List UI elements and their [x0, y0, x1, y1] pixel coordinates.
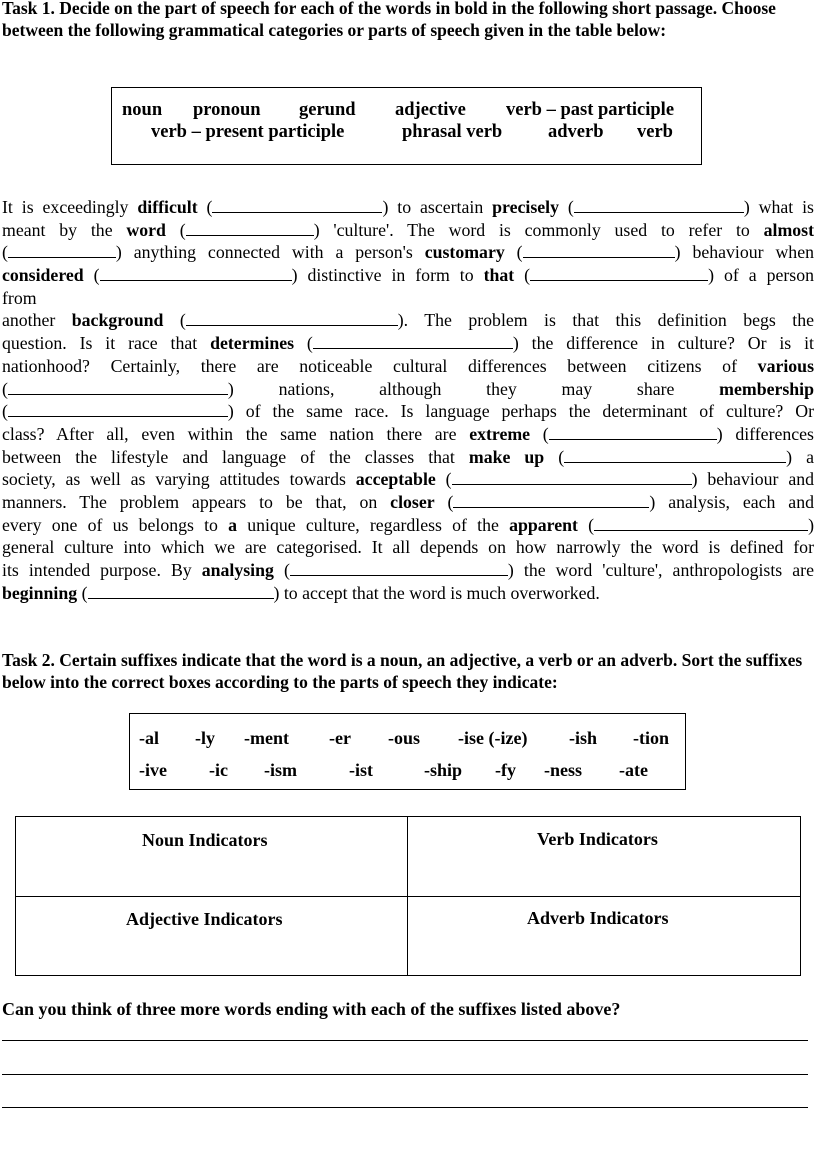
- passage-text: between the lifestyle and language of the classes that: [2, 446, 469, 467]
- passage-text: (: [558, 197, 574, 217]
- suffix-item: -ise (-ize): [458, 728, 528, 748]
- answer-blank[interactable]: [594, 515, 808, 531]
- passage-line: [2, 264, 814, 287]
- passage-text: ) the difference in culture? Or is it: [512, 333, 814, 354]
- category-item: pronoun: [193, 100, 261, 120]
- answer-blank[interactable]: [452, 469, 692, 485]
- passage-line: [2, 378, 814, 401]
- answer-line[interactable]: [2, 1107, 808, 1108]
- passage-text: from: [2, 287, 37, 308]
- answer-blank[interactable]: [574, 197, 744, 213]
- suffix-item: -ate: [619, 760, 648, 780]
- passage-text: every one of us belongs to: [2, 514, 229, 535]
- answer-blank[interactable]: [186, 310, 398, 326]
- suffix-box: [129, 713, 686, 790]
- passage-text: (: [530, 423, 549, 444]
- answer-blank[interactable]: [530, 265, 708, 281]
- passage-line: [2, 491, 814, 514]
- bold-word: that: [483, 265, 515, 286]
- bold-word: a: [228, 514, 238, 535]
- answer-line[interactable]: [2, 1074, 808, 1075]
- passage-text: its intended purpose. By: [2, 560, 202, 580]
- suffix-item: -ic: [209, 760, 228, 780]
- passage-line: [2, 582, 814, 605]
- passage-line: [2, 355, 814, 378]
- passage-text: ) 'culture'. The word is commonly used to refer to: [313, 219, 764, 240]
- passage-line: [2, 446, 814, 469]
- answer-blank[interactable]: [523, 242, 675, 258]
- suffix-item: -ness: [544, 760, 583, 780]
- passage-line: [2, 219, 814, 242]
- bold-word: membership: [719, 378, 814, 399]
- category-item: verb – past participle: [506, 100, 675, 120]
- suffix-item: -fy: [495, 760, 516, 780]
- passage-text: class? After all, even within the same nation there are: [2, 423, 470, 444]
- passage-text: society, as well as varying attitudes towards: [2, 469, 356, 490]
- bold-word: analysing: [201, 560, 274, 580]
- bold-word: almost: [763, 219, 814, 240]
- answer-blank[interactable]: [549, 424, 717, 440]
- answer-blank[interactable]: [453, 492, 649, 508]
- passage-text: ) of a person: [708, 265, 814, 286]
- category-item: adverb: [548, 122, 604, 142]
- passage-text: ) behaviour and: [691, 469, 814, 490]
- passage-text: (: [294, 333, 313, 354]
- task1-heading: Task 1. Decide on the part of speech for each of the words in bold in the following short passage. Choose between the following grammatical categories or parts of speech given in the table below:: [2, 0, 776, 40]
- passage-line: [2, 287, 814, 310]
- passage-text: general culture into which we are categorised. It all depends on how narrowly the word is defined for: [2, 537, 814, 558]
- task3-question: Can you think of three more words ending with each of the suffixes listed above?: [2, 999, 621, 1019]
- verb-indicators-label: Verb Indicators: [537, 829, 658, 849]
- suffix-item: -al: [139, 728, 159, 748]
- bold-word: acceptable: [355, 469, 436, 490]
- task2-heading: Task 2. Certain suffixes indicate that the word is a noun, an adjective, a verb or an adverb. Sort the suffixes below into the correct boxes according to the parts of speech they indicate:: [2, 650, 803, 692]
- adverb-indicators-label: Adverb Indicators: [527, 908, 669, 928]
- passage-line: [2, 309, 814, 332]
- grid-divider: [16, 896, 800, 897]
- passage-text: ) nations, although they may share: [227, 378, 720, 399]
- answer-line[interactable]: [2, 1040, 808, 1041]
- bold-word: beginning: [2, 582, 78, 603]
- answer-blank[interactable]: [8, 242, 116, 258]
- passage-line: [2, 514, 814, 537]
- passage-text: ). The problem is that this definition begs the: [397, 310, 814, 331]
- bold-word: considered: [2, 265, 84, 286]
- suffix-item: -ous: [388, 728, 421, 748]
- suffix-item: -ist: [349, 760, 373, 780]
- passage-text: meant by the: [2, 219, 127, 240]
- bold-word: extreme: [469, 423, 531, 444]
- passage-line: [2, 423, 814, 446]
- passage-text: ) of the same race. Is language perhaps the determinant of culture? Or: [227, 401, 814, 422]
- answer-blank[interactable]: [290, 560, 508, 576]
- passage-text: (: [197, 197, 213, 217]
- answer-blank[interactable]: [186, 220, 314, 236]
- categories-box: [111, 87, 702, 165]
- passage-text: ) analysis, each and: [649, 491, 814, 512]
- bold-word: determines: [210, 333, 295, 354]
- passage-text: (: [163, 310, 186, 331]
- answer-blank[interactable]: [564, 447, 786, 463]
- answer-blank[interactable]: [8, 379, 228, 395]
- suffix-item: -ive: [139, 760, 167, 780]
- category-item: phrasal verb: [402, 122, 503, 142]
- passage-text: another: [2, 310, 72, 331]
- passage-text: (: [544, 446, 565, 467]
- bold-word: closer: [390, 491, 435, 512]
- passage-line: [2, 559, 814, 582]
- passage-text: (: [2, 242, 8, 263]
- passage-text: ) differences: [716, 423, 814, 444]
- passage-text: It is exceedingly: [2, 197, 138, 217]
- passage-line: [2, 332, 814, 355]
- passage-text: (: [273, 560, 290, 580]
- passage-text: (: [504, 242, 523, 263]
- passage-text: ) to accept that the word is much overworked.: [273, 582, 600, 603]
- passage-text: manners. The problem appears to be that, on: [2, 491, 391, 512]
- bold-word: make up: [468, 446, 545, 467]
- suffix-item: -ly: [195, 728, 215, 748]
- passage-text: (: [435, 469, 452, 490]
- passage-line: [2, 468, 814, 491]
- bold-word: difficult: [137, 197, 198, 217]
- passage-line: [2, 196, 814, 219]
- adjective-indicators-label: Adjective Indicators: [126, 909, 283, 929]
- passage-text: unique culture, regardless of the: [237, 514, 510, 535]
- passage-text: nationhood? Certainly, there are noticeable cultural differences between citizens of: [2, 355, 758, 376]
- suffix-item: -ment: [244, 728, 289, 748]
- noun-indicators-label: Noun Indicators: [142, 830, 268, 850]
- answer-blank[interactable]: [88, 583, 274, 599]
- category-item: verb – present participle: [151, 122, 345, 142]
- passage-text: ) behaviour when: [674, 242, 814, 263]
- passage-text: ) a: [786, 446, 814, 467]
- suffix-item: -ship: [424, 760, 463, 780]
- passage-line: [2, 241, 814, 264]
- passage-text: ) what is: [743, 197, 814, 217]
- passage-text: ) to ascertain: [382, 197, 493, 217]
- passage-text: (: [514, 265, 531, 286]
- bold-word: word: [126, 219, 166, 240]
- passage-text: (: [165, 219, 186, 240]
- passage-text: (: [83, 265, 100, 286]
- category-item: verb: [637, 122, 673, 142]
- suffix-item: -er: [329, 728, 351, 748]
- category-item: adjective: [395, 100, 466, 120]
- passage-text: (: [77, 582, 88, 603]
- bold-word: background: [71, 310, 164, 331]
- indicator-grid: [15, 816, 801, 976]
- answer-blank[interactable]: [100, 265, 292, 281]
- passage-text: (: [2, 401, 8, 422]
- passage: [2, 196, 814, 604]
- category-item: gerund: [299, 100, 356, 120]
- passage-text: (: [577, 514, 595, 535]
- category-item: noun: [122, 100, 163, 120]
- passage-text: ): [808, 514, 814, 535]
- passage-text: (: [434, 491, 454, 512]
- suffix-item: -tion: [633, 728, 669, 748]
- bold-word: various: [757, 355, 814, 376]
- bold-word: customary: [424, 242, 505, 263]
- suffix-item: -ish: [569, 728, 598, 748]
- bold-word: precisely: [492, 197, 559, 217]
- passage-text: ) distinctive in form to: [291, 265, 484, 286]
- suffix-item: -ism: [264, 760, 297, 780]
- passage-text: ) the word 'culture', anthropologists are: [507, 560, 814, 580]
- passage-line: [2, 536, 814, 559]
- answer-blank[interactable]: [8, 401, 228, 417]
- passage-line: [2, 400, 814, 423]
- passage-text: ) anything connected with a person's: [115, 242, 425, 263]
- bold-word: apparent: [509, 514, 578, 535]
- passage-text: question. Is it race that: [2, 333, 211, 354]
- answer-blank[interactable]: [212, 197, 382, 213]
- answer-blank[interactable]: [313, 333, 513, 349]
- passage-text: (: [2, 378, 8, 399]
